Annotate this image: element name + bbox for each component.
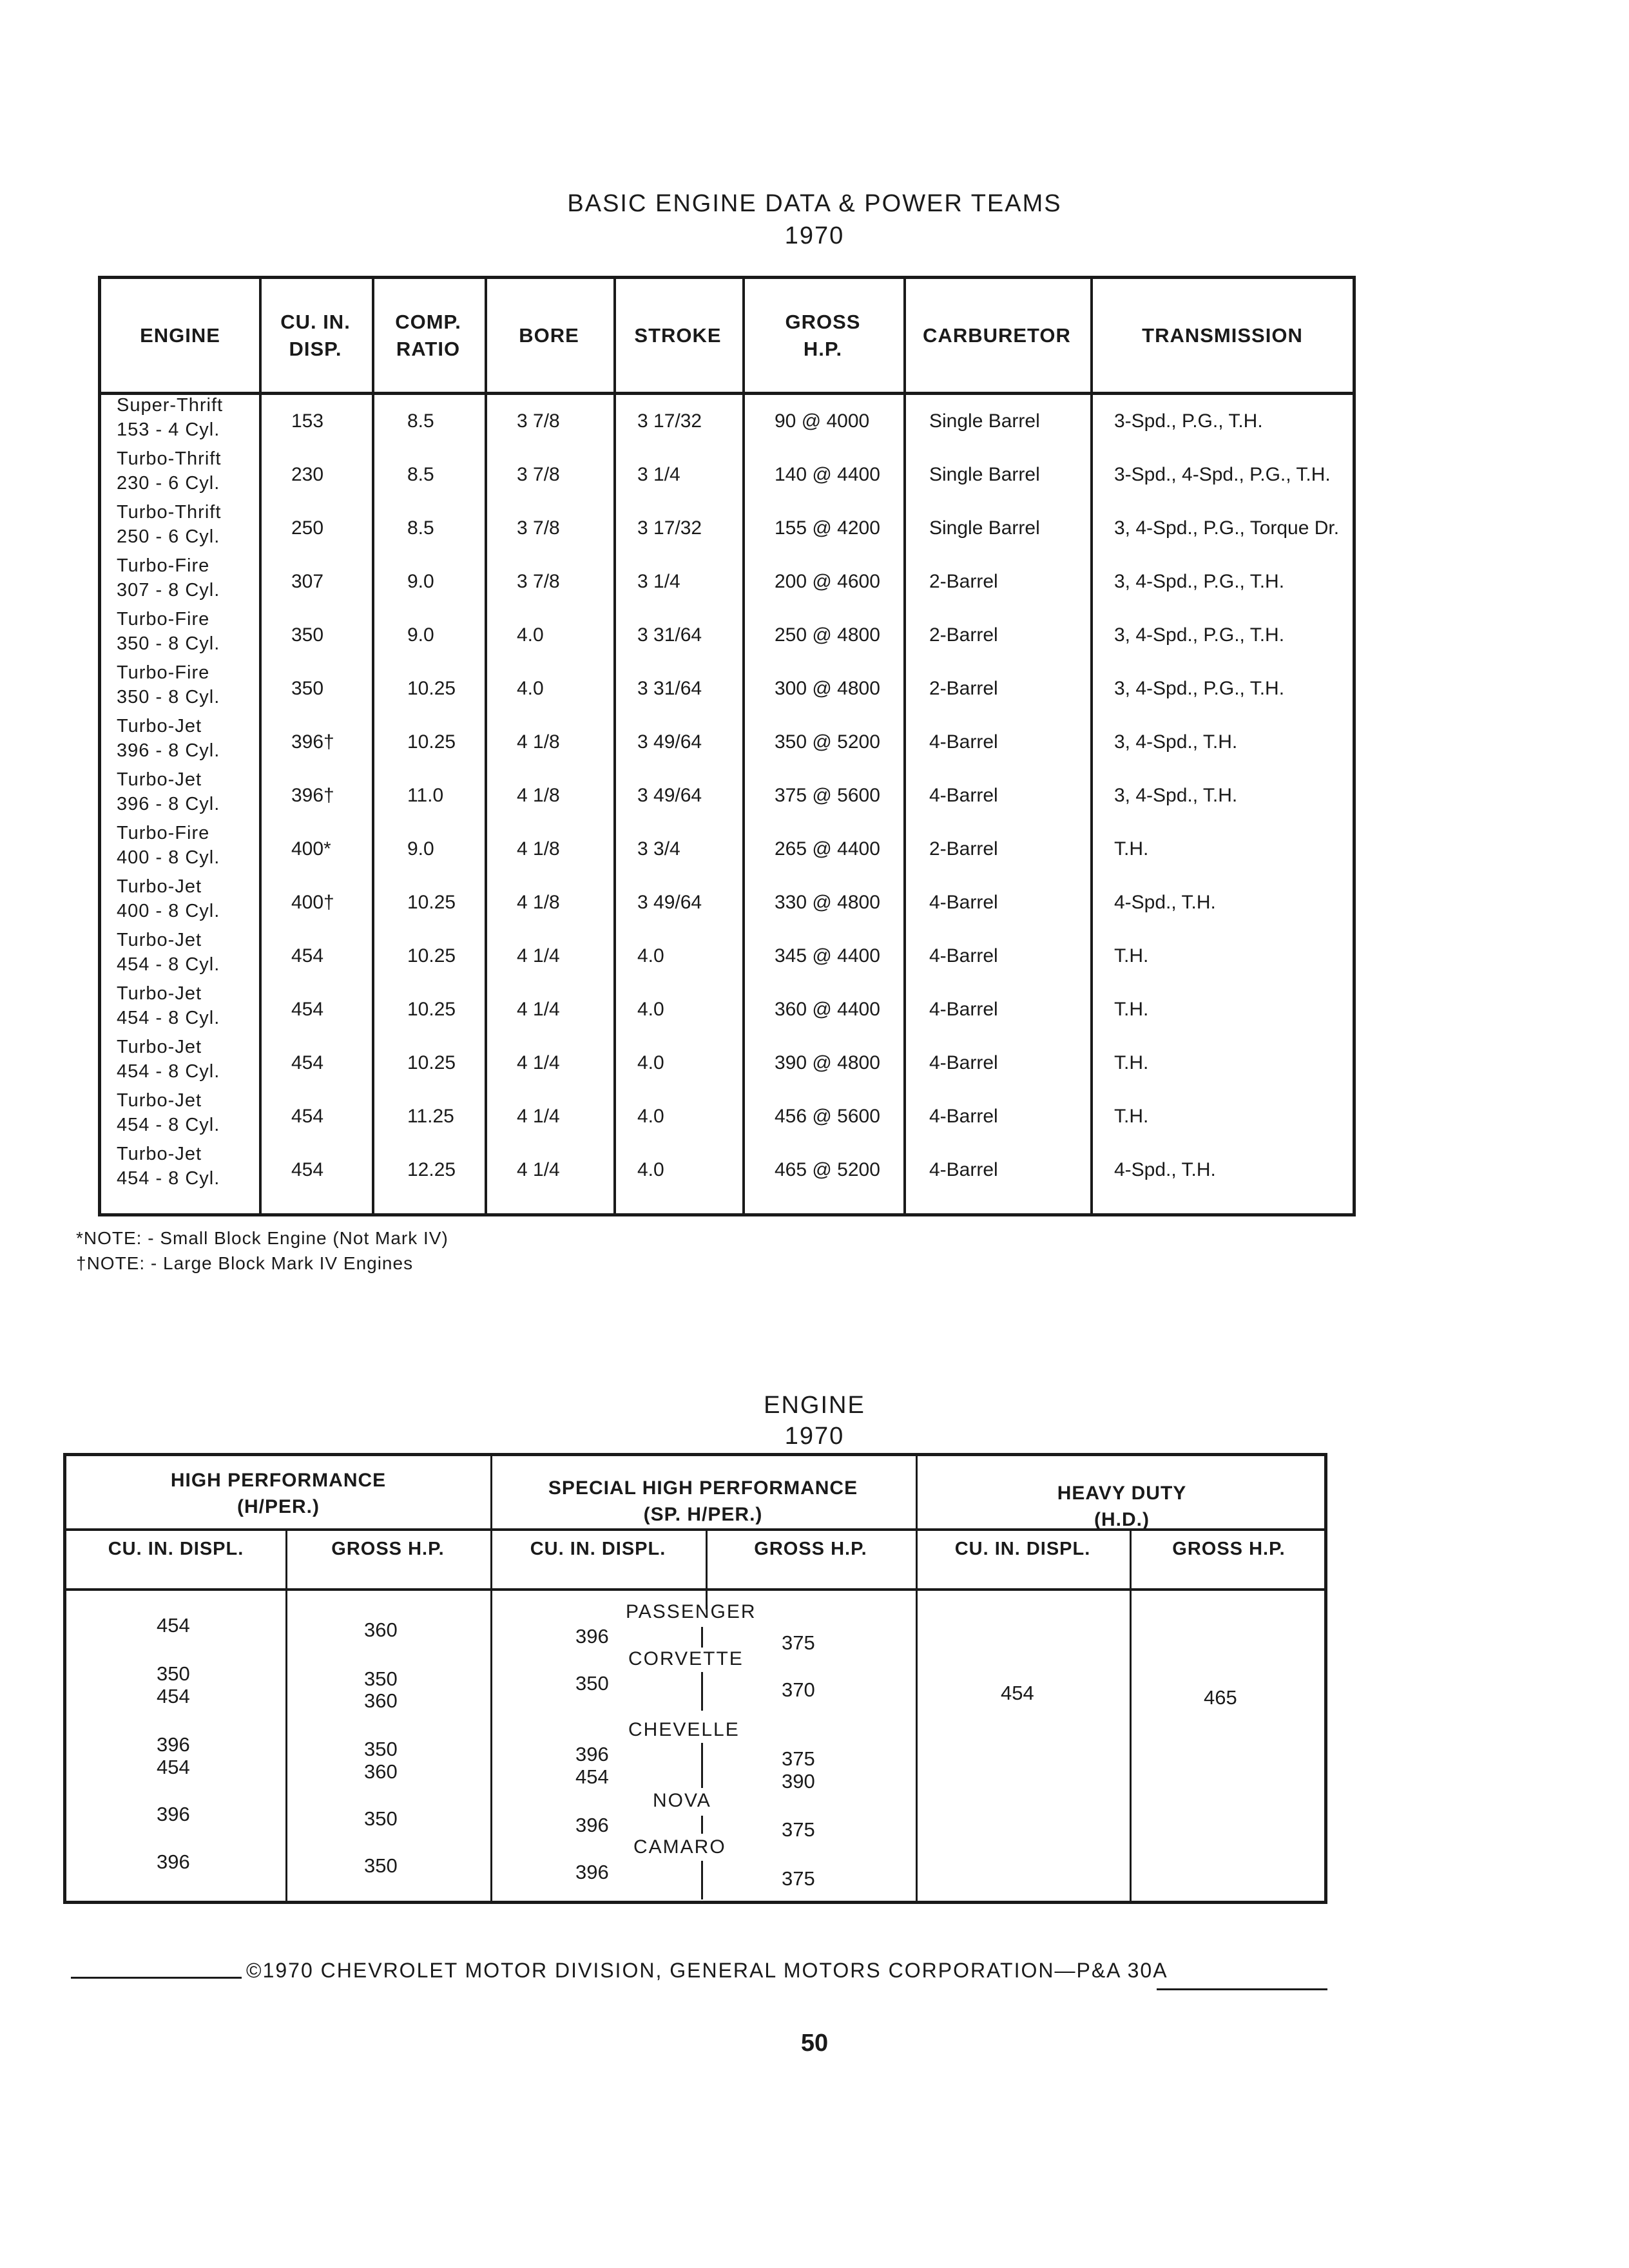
bore-cell: 4 1/8 bbox=[517, 785, 560, 806]
engine-desc: 454 - 8 Cyl. bbox=[117, 1168, 220, 1189]
cu-in-disp-cell: 400† bbox=[291, 892, 334, 913]
table-row bbox=[101, 1143, 1353, 1196]
engine-cell bbox=[117, 500, 221, 550]
transmission-cell: 3, 4-Spd., T.H. bbox=[1114, 785, 1238, 806]
stroke-cell: 4.0 bbox=[637, 999, 664, 1020]
group-special-high-performance bbox=[490, 1475, 916, 1528]
footer-rule bbox=[1157, 1988, 1327, 1990]
engine-desc: 454 - 8 Cyl. bbox=[117, 1008, 220, 1029]
comp-ratio-cell: 10.25 bbox=[407, 731, 456, 753]
bore-cell: 3 7/8 bbox=[517, 571, 560, 592]
page-title: BASIC ENGINE DATA & POWER TEAMS bbox=[567, 190, 1062, 217]
stroke-cell: 4.0 bbox=[637, 1159, 664, 1180]
engine-cell bbox=[117, 1142, 220, 1191]
comp-ratio-cell: 10.25 bbox=[407, 945, 456, 966]
group-high-performance bbox=[66, 1468, 490, 1520]
stroke-cell: 3 1/4 bbox=[637, 464, 680, 485]
hd-hp: 465 bbox=[1204, 1686, 1237, 1709]
engine-name: Turbo-Jet bbox=[117, 716, 202, 736]
comp-ratio-cell: 10.25 bbox=[407, 678, 456, 699]
gross-hp-cell: 330 @ 4800 bbox=[775, 892, 880, 913]
model-passenger: PASSENGER bbox=[626, 1601, 757, 1622]
gross-hp-cell: 375 @ 5600 bbox=[775, 785, 880, 806]
hper-displ: 454 bbox=[157, 1756, 190, 1778]
carburetor-cell: 4-Barrel bbox=[929, 785, 998, 806]
engine-desc: 396 - 8 Cyl. bbox=[117, 740, 220, 762]
stroke-cell: 3 49/64 bbox=[637, 731, 702, 753]
group-abbr: (H.D.) bbox=[1094, 1508, 1150, 1530]
engine-desc: 454 - 8 Cyl. bbox=[117, 954, 220, 975]
transmission-cell: 3-Spd., 4-Spd., P.G., T.H. bbox=[1114, 464, 1331, 485]
transmission-cell: 4-Spd., T.H. bbox=[1114, 1159, 1216, 1180]
group-abbr: (SP. H/PER.) bbox=[643, 1503, 763, 1525]
sp-hp: 375 bbox=[782, 1867, 815, 1890]
stroke-cell: 3 3/4 bbox=[637, 838, 680, 860]
engine-name: Turbo-Thrift bbox=[117, 502, 222, 523]
comp-ratio-cell: 8.5 bbox=[407, 464, 434, 485]
carburetor-cell: 4-Barrel bbox=[929, 1052, 998, 1073]
gross-hp-cell: 265 @ 4400 bbox=[775, 838, 880, 860]
table-row bbox=[101, 822, 1353, 876]
model-chevelle: CHEVELLE bbox=[628, 1719, 740, 1740]
hper-displ: 454 bbox=[157, 1685, 190, 1707]
divider-tick bbox=[701, 1743, 703, 1788]
page-number: 50 bbox=[800, 2030, 829, 2057]
comp-ratio-cell: 9.0 bbox=[407, 624, 434, 646]
table-row bbox=[101, 715, 1353, 769]
bore-cell: 4 1/4 bbox=[517, 945, 560, 966]
engine-cell bbox=[117, 447, 221, 496]
carburetor-cell: Single Barrel bbox=[929, 464, 1040, 485]
sp-hp: 375 bbox=[782, 1631, 815, 1654]
stroke-cell: 4.0 bbox=[637, 945, 664, 966]
sp-displ: 396 bbox=[575, 1814, 609, 1836]
cu-in-disp-cell: 454 bbox=[291, 1159, 324, 1180]
group-label: HIGH PERFORMANCE bbox=[170, 1470, 387, 1491]
cu-in-disp-cell: 396† bbox=[291, 731, 334, 753]
transmission-cell: 3, 4-Spd., P.G., T.H. bbox=[1114, 678, 1285, 699]
carburetor-cell: 2-Barrel bbox=[929, 678, 998, 699]
header-bore: BORE bbox=[519, 323, 579, 347]
table-header bbox=[101, 279, 1353, 395]
carburetor-cell: Single Barrel bbox=[929, 517, 1040, 539]
hper-hp: 360 bbox=[364, 1689, 398, 1712]
gross-hp-cell: 465 @ 5200 bbox=[775, 1159, 880, 1180]
engine-name: Turbo-Thrift bbox=[117, 448, 222, 469]
sub-header-displ: CU. IN. DISPL. bbox=[108, 1539, 244, 1559]
engine-table-title: ENGINE bbox=[764, 1392, 865, 1419]
engine-desc: 250 - 6 Cyl. bbox=[117, 526, 220, 548]
cu-in-disp-cell: 307 bbox=[291, 571, 324, 592]
sub-header-hp: GROSS H.P. bbox=[331, 1539, 445, 1559]
hper-displ: 350 bbox=[157, 1662, 190, 1685]
divider-tick bbox=[701, 1861, 703, 1899]
engine-cell bbox=[117, 767, 220, 817]
cu-in-disp-cell: 350 bbox=[291, 678, 324, 699]
engine-name: Turbo-Jet bbox=[117, 1144, 202, 1164]
cu-in-disp-cell: 350 bbox=[291, 624, 324, 646]
cu-in-disp-cell: 153 bbox=[291, 410, 324, 432]
page-year: 1970 bbox=[784, 222, 845, 249]
col-divider bbox=[285, 1528, 287, 1901]
table-row bbox=[101, 555, 1353, 608]
table-row bbox=[101, 1090, 1353, 1143]
comp-ratio-cell: 8.5 bbox=[407, 517, 434, 539]
table-row bbox=[101, 662, 1353, 715]
cu-in-disp-cell: 230 bbox=[291, 464, 324, 485]
bore-cell: 4 1/8 bbox=[517, 838, 560, 860]
sp-displ: 350 bbox=[575, 1672, 609, 1695]
table-row bbox=[101, 769, 1353, 822]
gross-hp-cell: 390 @ 4800 bbox=[775, 1052, 880, 1073]
cu-in-disp-cell: 400* bbox=[291, 838, 331, 860]
divider-tick bbox=[706, 1590, 708, 1610]
comp-ratio-cell: 11.0 bbox=[407, 785, 444, 806]
model-nova: NOVA bbox=[653, 1790, 711, 1811]
cu-in-disp-cell: 454 bbox=[291, 999, 324, 1020]
engine-cell bbox=[117, 874, 220, 924]
comp-ratio-cell: 9.0 bbox=[407, 571, 434, 592]
comp-ratio-cell: 10.25 bbox=[407, 1052, 456, 1073]
gross-hp-cell: 360 @ 4400 bbox=[775, 999, 880, 1020]
model-camaro: CAMARO bbox=[633, 1836, 726, 1858]
group-label: HEAVY DUTY bbox=[1057, 1483, 1187, 1504]
hper-hp: 360 bbox=[364, 1760, 398, 1783]
cu-in-disp-cell: 250 bbox=[291, 517, 324, 539]
hper-hp: 350 bbox=[364, 1738, 398, 1760]
carburetor-cell: 4-Barrel bbox=[929, 892, 998, 913]
table-row bbox=[101, 501, 1353, 555]
carburetor-cell: 4-Barrel bbox=[929, 731, 998, 753]
sub-header-hp: GROSS H.P. bbox=[754, 1539, 867, 1559]
sp-hp: 375 bbox=[782, 1747, 815, 1770]
note-small-block: *NOTE: - Small Block Engine (Not Mark IV) bbox=[76, 1228, 448, 1248]
table-row bbox=[101, 448, 1353, 501]
comp-ratio-cell: 9.0 bbox=[407, 838, 434, 860]
engine-cell bbox=[117, 660, 220, 710]
comp-ratio-cell: 11.25 bbox=[407, 1106, 454, 1127]
engine-cell bbox=[117, 714, 220, 764]
hper-hp: 350 bbox=[364, 1667, 398, 1690]
note-large-block: †NOTE: - Large Block Mark IV Engines bbox=[76, 1253, 414, 1274]
engine-data-table bbox=[98, 276, 1356, 1216]
stroke-cell: 4.0 bbox=[637, 1106, 664, 1127]
engine-cell bbox=[117, 981, 220, 1031]
hper-displ: 396 bbox=[157, 1803, 190, 1825]
table-row bbox=[101, 394, 1353, 448]
col-divider bbox=[1130, 1528, 1132, 1901]
sub-header-hp: GROSS H.P. bbox=[1172, 1539, 1286, 1559]
gross-hp-cell: 300 @ 4800 bbox=[775, 678, 880, 699]
hper-displ: 396 bbox=[157, 1850, 190, 1873]
transmission-cell: 3-Spd., P.G., T.H. bbox=[1114, 410, 1263, 432]
table-row bbox=[101, 608, 1353, 662]
transmission-cell: T.H. bbox=[1114, 1106, 1149, 1127]
gross-hp-cell: 90 @ 4000 bbox=[775, 410, 870, 432]
stroke-cell: 3 31/64 bbox=[637, 624, 702, 646]
stroke-cell: 3 49/64 bbox=[637, 892, 702, 913]
bore-cell: 3 7/8 bbox=[517, 410, 560, 432]
table-row bbox=[101, 1036, 1353, 1090]
engine-desc: 454 - 8 Cyl. bbox=[117, 1115, 220, 1136]
header-cu-in-disp: CU. IN. DISP. bbox=[280, 310, 351, 360]
sp-displ: 396 bbox=[575, 1743, 609, 1765]
engine-name: Super-Thrift bbox=[117, 395, 224, 416]
engine-name: Turbo-Jet bbox=[117, 930, 202, 950]
engine-name: Turbo-Jet bbox=[117, 769, 202, 790]
engine-name: Turbo-Fire bbox=[117, 823, 210, 843]
bore-cell: 4 1/8 bbox=[517, 892, 560, 913]
sub-header-displ: CU. IN. DISPL. bbox=[530, 1539, 666, 1559]
row-divider bbox=[66, 1588, 1324, 1591]
hper-displ: 454 bbox=[157, 1614, 190, 1637]
engine-desc: 400 - 8 Cyl. bbox=[117, 901, 220, 922]
engine-cell bbox=[117, 1088, 220, 1138]
comp-ratio-cell: 12.25 bbox=[407, 1159, 456, 1180]
engine-cell bbox=[117, 928, 220, 977]
bore-cell: 4 1/4 bbox=[517, 1106, 560, 1127]
engine-cell bbox=[117, 393, 223, 443]
carburetor-cell: 2-Barrel bbox=[929, 838, 998, 860]
group-heavy-duty bbox=[916, 1481, 1328, 1533]
bore-cell: 4 1/4 bbox=[517, 999, 560, 1020]
footer-rule bbox=[71, 1977, 242, 1979]
transmission-cell: 4-Spd., T.H. bbox=[1114, 892, 1216, 913]
engine-name: Turbo-Fire bbox=[117, 555, 210, 576]
group-abbr: (H/PER.) bbox=[237, 1495, 320, 1517]
header-gross-hp: GROSS H.P. bbox=[785, 310, 861, 360]
engine-desc: 350 - 8 Cyl. bbox=[117, 687, 220, 708]
engine-cell bbox=[117, 607, 220, 657]
comp-ratio-cell: 10.25 bbox=[407, 999, 456, 1020]
carburetor-cell: 4-Barrel bbox=[929, 945, 998, 966]
transmission-cell: T.H. bbox=[1114, 999, 1149, 1020]
model-corvette: CORVETTE bbox=[628, 1648, 744, 1669]
stroke-cell: 3 17/32 bbox=[637, 517, 702, 539]
engine-name: Turbo-Fire bbox=[117, 662, 210, 683]
engine-name: Turbo-Jet bbox=[117, 1090, 202, 1111]
comp-ratio-cell: 10.25 bbox=[407, 892, 456, 913]
table-row bbox=[101, 929, 1353, 983]
comp-ratio-cell: 8.5 bbox=[407, 410, 434, 432]
engine-cell bbox=[117, 821, 220, 870]
engine-name: Turbo-Jet bbox=[117, 983, 202, 1004]
divider-tick bbox=[701, 1627, 703, 1648]
table-row bbox=[101, 983, 1353, 1036]
footer-copyright: ©1970 CHEVROLET MOTOR DIVISION, GENERAL MOTORS CORPORATION—P&A 30A bbox=[246, 1959, 1168, 1982]
sp-displ: 396 bbox=[575, 1625, 609, 1648]
gross-hp-cell: 250 @ 4800 bbox=[775, 624, 880, 646]
gross-hp-cell: 155 @ 4200 bbox=[775, 517, 880, 539]
engine-name: Turbo-Jet bbox=[117, 1037, 202, 1057]
bore-cell: 4.0 bbox=[517, 678, 544, 699]
notes bbox=[76, 1225, 448, 1276]
stroke-cell: 3 31/64 bbox=[637, 678, 702, 699]
divider-tick bbox=[701, 1672, 703, 1711]
carburetor-cell: Single Barrel bbox=[929, 410, 1040, 432]
engine-name: Turbo-Fire bbox=[117, 609, 210, 629]
sp-hp: 375 bbox=[782, 1818, 815, 1841]
divider-tick bbox=[701, 1816, 703, 1834]
engine-desc: 153 - 4 Cyl. bbox=[117, 419, 220, 441]
hd-displ: 454 bbox=[1001, 1682, 1034, 1704]
bore-cell: 3 7/8 bbox=[517, 517, 560, 539]
engine-desc: 396 - 8 Cyl. bbox=[117, 794, 220, 815]
header-engine: ENGINE bbox=[140, 323, 220, 347]
bore-cell: 3 7/8 bbox=[517, 464, 560, 485]
carburetor-cell: 4-Barrel bbox=[929, 999, 998, 1020]
header-carburetor: CARBURETOR bbox=[923, 323, 1071, 347]
header-stroke: STROKE bbox=[634, 323, 722, 347]
sp-displ: 454 bbox=[575, 1765, 609, 1788]
sp-hp: 390 bbox=[782, 1770, 815, 1792]
engine-cell bbox=[117, 553, 220, 603]
gross-hp-cell: 200 @ 4600 bbox=[775, 571, 880, 592]
group-label: SPECIAL HIGH PERFORMANCE bbox=[548, 1477, 858, 1499]
cu-in-disp-cell: 454 bbox=[291, 1106, 324, 1127]
cu-in-disp-cell: 396† bbox=[291, 785, 334, 806]
engine-desc: 454 - 8 Cyl. bbox=[117, 1061, 220, 1082]
transmission-cell: T.H. bbox=[1114, 945, 1149, 966]
carburetor-cell: 2-Barrel bbox=[929, 624, 998, 646]
header-comp-ratio: COMP. RATIO bbox=[395, 310, 461, 360]
stroke-cell: 3 49/64 bbox=[637, 785, 702, 806]
performance-table bbox=[63, 1453, 1327, 1904]
transmission-cell: T.H. bbox=[1114, 838, 1149, 860]
engine-desc: 350 - 8 Cyl. bbox=[117, 633, 220, 655]
bore-cell: 4 1/8 bbox=[517, 731, 560, 753]
gross-hp-cell: 140 @ 4400 bbox=[775, 464, 880, 485]
stroke-cell: 3 17/32 bbox=[637, 410, 702, 432]
transmission-cell: 3, 4-Spd., P.G., T.H. bbox=[1114, 571, 1285, 592]
sp-displ: 396 bbox=[575, 1861, 609, 1883]
engine-desc: 400 - 8 Cyl. bbox=[117, 847, 220, 869]
hper-hp: 350 bbox=[364, 1854, 398, 1877]
engine-desc: 230 - 6 Cyl. bbox=[117, 473, 220, 494]
sub-header-displ: CU. IN. DISPL. bbox=[954, 1539, 1091, 1559]
transmission-cell: T.H. bbox=[1114, 1052, 1149, 1073]
carburetor-cell: 4-Barrel bbox=[929, 1106, 998, 1127]
gross-hp-cell: 456 @ 5600 bbox=[775, 1106, 880, 1127]
carburetor-cell: 4-Barrel bbox=[929, 1159, 998, 1180]
bore-cell: 4.0 bbox=[517, 624, 544, 646]
gross-hp-cell: 350 @ 5200 bbox=[775, 731, 880, 753]
cu-in-disp-cell: 454 bbox=[291, 1052, 324, 1073]
header-transmission: TRANSMISSION bbox=[1142, 323, 1303, 347]
stroke-cell: 3 1/4 bbox=[637, 571, 680, 592]
sp-hp: 370 bbox=[782, 1678, 815, 1701]
transmission-cell: 3, 4-Spd., P.G., T.H. bbox=[1114, 624, 1285, 646]
transmission-cell: 3, 4-Spd., T.H. bbox=[1114, 731, 1238, 753]
engine-name: Turbo-Jet bbox=[117, 876, 202, 897]
engine-cell bbox=[117, 1035, 220, 1084]
cu-in-disp-cell: 454 bbox=[291, 945, 324, 966]
hper-hp: 360 bbox=[364, 1619, 398, 1641]
bore-cell: 4 1/4 bbox=[517, 1159, 560, 1180]
hper-hp: 350 bbox=[364, 1807, 398, 1830]
stroke-cell: 4.0 bbox=[637, 1052, 664, 1073]
carburetor-cell: 2-Barrel bbox=[929, 571, 998, 592]
bore-cell: 4 1/4 bbox=[517, 1052, 560, 1073]
gross-hp-cell: 345 @ 4400 bbox=[775, 945, 880, 966]
transmission-cell: 3, 4-Spd., P.G., Torque Dr. bbox=[1114, 517, 1340, 539]
engine-desc: 307 - 8 Cyl. bbox=[117, 580, 220, 601]
table-row bbox=[101, 876, 1353, 929]
hper-displ: 396 bbox=[157, 1733, 190, 1756]
engine-table-year: 1970 bbox=[784, 1423, 845, 1450]
